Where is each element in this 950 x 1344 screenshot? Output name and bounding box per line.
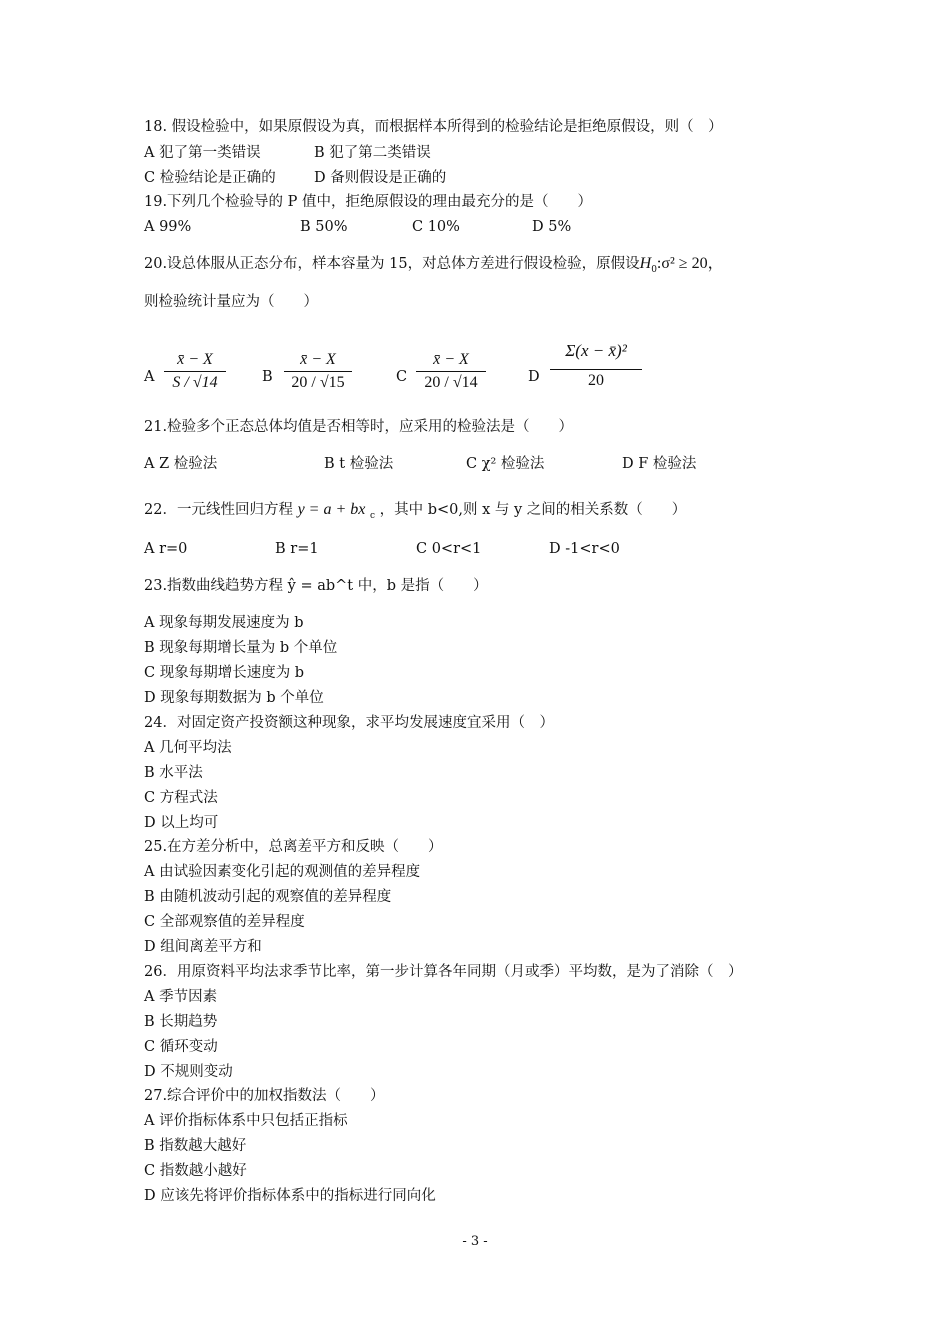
q20-option-b-formula [284,350,352,393]
q21-stem: 21.检验多个正态总体均值是否相等时，应采用的检验法是（ ） [144,419,574,435]
q22-stem-pre: 22．一元线性回归方程 [144,502,293,518]
q20-stem [144,254,724,280]
q20-h0: H [639,255,652,272]
q19-option-a: A 99% [144,219,192,235]
q20-option-d-numerator: Σ(x − x̄)² [565,341,627,360]
q20-option-b-denominator: 20 / √15 [291,374,345,391]
q25-stem: 25.在方差分析中，总离差平方和反映（ ） [144,839,443,855]
q24-option-b: B 水平法 [144,765,203,781]
q25-option-a: A 由试验因素变化引起的观测值的差异程度 [144,864,421,880]
q21-option-c: C χ² 检验法 [466,456,545,472]
q18-option-a: A 犯了第一类错误 [144,145,261,161]
q20-option-c-formula [416,350,486,393]
q20-option-b-numerator: x̄ − X [300,351,336,368]
q23-option-a: A 现象每期发展速度为 b [144,615,304,631]
q22-equation: y = a + bx [297,501,366,518]
q24-option-d: D 以上均可 [144,815,219,831]
q21-option-b: B t 检验法 [324,456,394,472]
q22-option-d: D -1<r<0 [549,541,620,557]
q23-option-b: B 现象每期增长量为 b 个单位 [144,640,338,656]
q22-stem-post: ，其中 b<0,则 x 与 y 之间的相关系数（ ） [379,502,687,518]
fraction-bar [164,371,226,372]
q25-option-b: B 由随机波动引起的观察值的差异程度 [144,889,392,905]
q24-stem: 24．对固定资产投资额这种现象，求平均发展速度宜采用（ ） [144,715,554,731]
q20-option-a-label: A [144,369,155,385]
q21-option-a: A Z 检验法 [144,456,218,472]
q19-option-b: B 50% [300,219,348,235]
q23-option-c: C 现象每期增长速度为 b [144,665,305,681]
q19-option-d: D 5% [532,219,572,235]
q20-option-c-label: C [396,369,408,385]
fraction-bar [284,371,352,372]
q26-option-d: D 不规则变动 [144,1064,233,1080]
page-number: - 3 - [462,1234,488,1249]
q26-option-b: B 长期趋势 [144,1014,218,1030]
q25-option-c: C 全部观察值的差异程度 [144,914,305,930]
q20-option-a-denominator: S / √14 [172,374,218,391]
q27-stem: 27.综合评价中的加权指数法（ ） [144,1088,385,1104]
q22-stem [144,500,686,526]
q27-option-d: D 应该先将评价指标体系中的指标进行同向化 [144,1188,436,1204]
q20-option-a-numerator: x̄ − X [177,351,213,368]
q22-option-a: A r=0 [144,541,188,557]
q26-stem: 26．用原资料平均法求季节比率，第一步计算各年同期（月或季）平均数，是为了消除（ ） [144,964,743,980]
q26-option-a: A 季节因素 [144,989,218,1005]
q20-stem-continued: 则检验统计量应为（ ） [144,294,318,310]
q27-option-a: A 评价指标体系中只包括正指标 [144,1113,348,1129]
q18-option-b: B 犯了第二类错误 [314,145,431,161]
q20-option-d-label: D [528,369,540,385]
q20-option-d-formula [550,334,642,391]
q25-option-d: D 组间离差平方和 [144,939,262,955]
q18-option-d: D 备则假设是正确的 [314,170,447,186]
q20-stem-text: 20.设总体服从正态分布，样本容量为 15，对总体方差进行假设检验，原假设 [144,256,640,272]
q27-option-c: C 指数越小越好 [144,1163,247,1179]
q23-stem: 23.指数曲线趋势方程 ŷ = ab^t 中，b 是指（ ） [144,578,488,594]
q22-option-c: C 0<r<1 [416,541,482,557]
q19-stem: 19.下列几个检验导的 P 值中，拒绝原假设的理由最充分的是（ ） [144,194,593,210]
q22-option-b: B r=1 [275,541,319,557]
fraction-bar [550,369,642,370]
q26-option-c: C 循环变动 [144,1039,218,1055]
q21-option-d: D F 检验法 [622,456,697,472]
q20-option-b-label: B [262,369,273,385]
q24-option-a: A 几何平均法 [144,740,232,756]
q20-h0-sub: 0 [651,265,657,275]
q18-stem: 18. 假设检验中，如果原假设为真，而根据样本所得到的检验结论是拒绝原假设，则（ ） [144,119,723,135]
q24-option-c: C 方程式法 [144,790,218,806]
fraction-bar [416,371,486,372]
q20-option-a-formula [164,350,226,393]
q22-equation-sub: c [369,511,376,521]
q20-option-c-denominator: 20 / √14 [424,374,478,391]
q23-option-d: D 现象每期数据为 b 个单位 [144,690,324,706]
q19-option-c: C 10% [412,219,460,235]
q27-option-b: B 指数越大越好 [144,1138,247,1154]
q20-option-c-numerator: x̄ − X [433,351,469,368]
q20-condition: :σ² ≥ 20， [656,255,724,272]
q18-option-c: C 检验结论是正确的 [144,170,276,186]
q20-option-d-denominator: 20 [588,372,604,389]
